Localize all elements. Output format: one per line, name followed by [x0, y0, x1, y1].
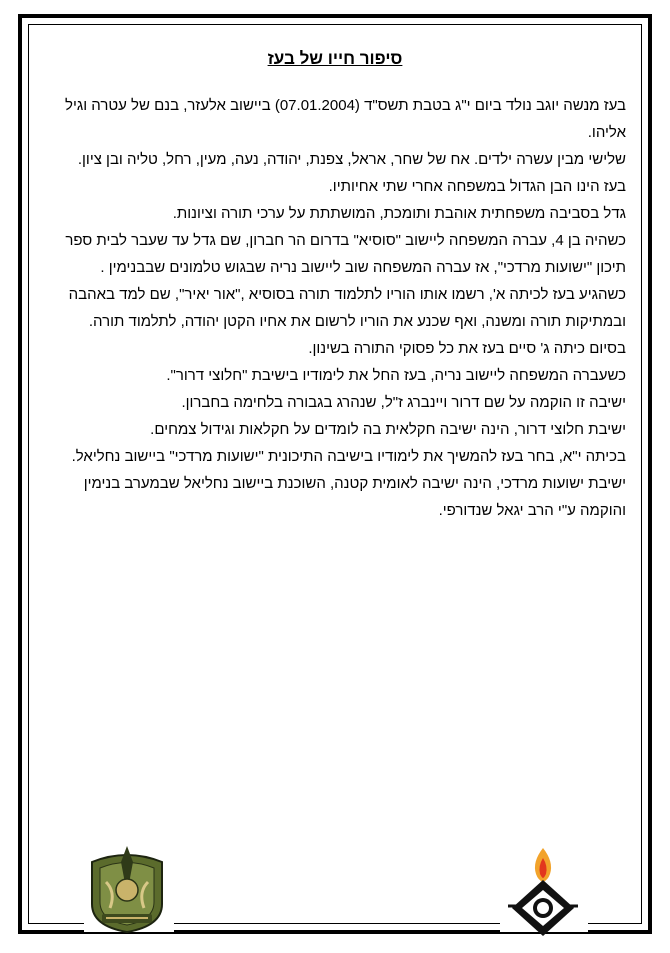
flame-diamond-emblem-icon — [504, 846, 582, 936]
paragraph: שלישי מבין עשרה ילדים. אח של שחר, אראל, צפנת, יהודה, נעה, מעין, רחל, טליה ובן ציון. — [77, 151, 626, 168]
paragraph: ישיבה זו הוקמה על שם דרור ויינברג ז"ל, שנהרג בגבורה בלחימה בחברון. — [181, 394, 626, 411]
paragraph: ישיבת חלוצי דרור, הינה ישיבה חקלאית בה לומדים על חקלאות וגידול צמחים. — [150, 421, 626, 438]
document-body — [44, 92, 626, 524]
paragraph: בכיתה י"א, בחר בעז להמשיך את לימודיו בישיבה התיכונית "ישועות מרדכי" ביישוב נחליאל. — [71, 448, 626, 465]
paragraph: כשהיה בן 4, עברה המשפחה ליישוב "סוסיא" בדרום הר חברון, שם גדל עד שעבר לבית ספר תיכון "ישועות מרדכי", אז עברה המשפחה שוב ליישוב נריה שבגוש טלמונים שבבנימין . — [65, 232, 626, 276]
document-title: סיפור חייו של בעז — [267, 49, 403, 68]
paragraph: גדל בסביבה משפחתית אוהבת ותומכת, המושתתת על ערכי תורה וציונות. — [172, 205, 626, 222]
paragraph: כשהגיע בעז לכיתה א', רשמו אותו הוריו לתלמוד תורה בסוסיא ,"אור יאיר", שם למד באהבה ובמתיקות תורה ומשנה, ואף שכנע את הוריו לרשום את אחיו הקטן יהודה, לתלמוד תורה. — [68, 286, 626, 330]
military-emblem-icon — [86, 842, 168, 934]
paragraph: בעז הינו הבן הגדול במשפחה אחרי שתי אחיותיו. — [328, 178, 626, 195]
paragraph: בעז מנשה יוגב נולד ביום י"ג בטבת תשס"ד (07.01.2004) ביישוב אלעזר, בנם של עטרה וגיל אליהו. — [65, 97, 626, 141]
paragraph: בסיום כיתה ג' סיים בעז את כל פסוקי התורה בשינון. — [308, 340, 626, 357]
document-page — [44, 40, 626, 524]
paragraph: כשעברה המשפחה ליישוב נריה, בעז החל את לימודיו בישיבת "חלוצי דרור". — [166, 367, 626, 384]
paragraph: ישיבת ישועות מרדכי, הינה ישיבה לאומית קטנה, השוכנת ביישוב נחליאל שבמערב בנימין והוקמה ע"י הרב יגאל שנדורפי. — [83, 475, 626, 519]
